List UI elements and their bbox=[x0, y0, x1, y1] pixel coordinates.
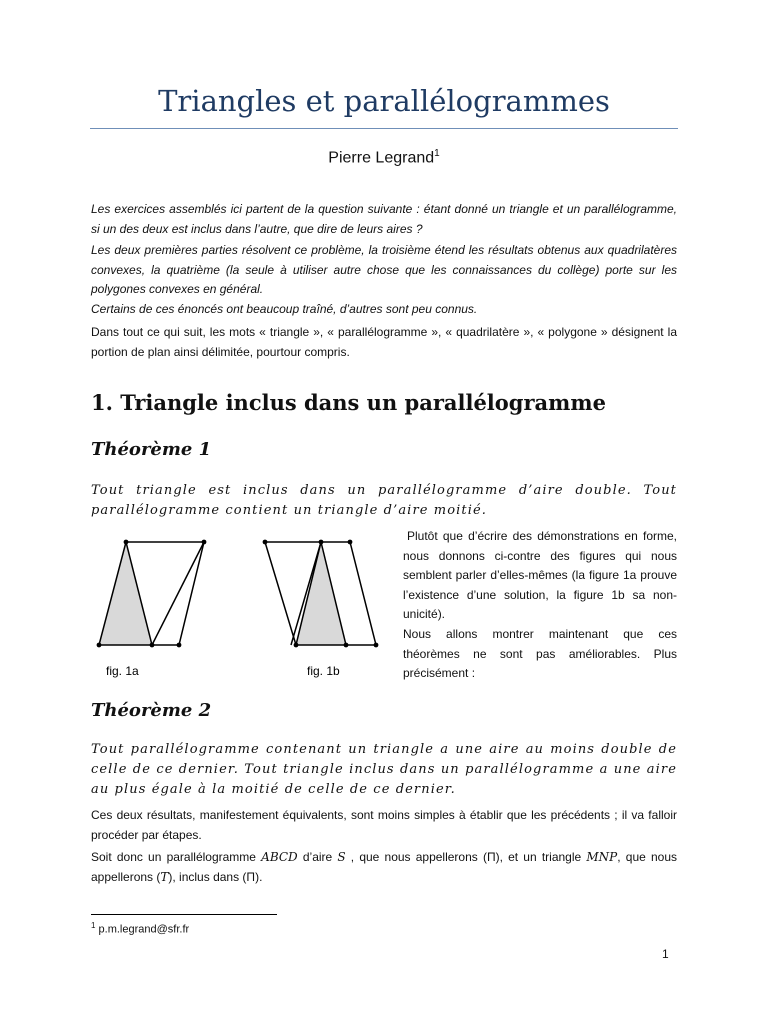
footnote-mark: 1 bbox=[91, 921, 96, 930]
side-paragraph-1: Plutôt que d’écrire des démonstrations en forme, nous donnons ci-contre des figures qui nous semblent parler d’elles-mêmes (la figure 1a prouve l’existence d’une solution, la figure 1b sa non-unicité). bbox=[403, 529, 677, 621]
intro-paragraph-2: Les deux premières parties résolvent ce problème, la troisième étend les résultats obtenus aux quadrilatères convexes, la quatrième (la seule à utiliser autre chose que les connaissances du collège) porte sur les polygones convexes en général. bbox=[91, 243, 677, 296]
theorem-2-heading: Théorème 2 bbox=[91, 700, 212, 721]
author-name: Pierre Legrand bbox=[328, 149, 435, 167]
figure-1a-label: fig. 1a bbox=[106, 664, 139, 678]
theorem-2-statement: Tout parallélogramme contenant un triangle a une aire au moins double de celle de ce dernier. Tout triangle inclus dans un parallélogramme a une aire au plus égale à la moitié de celle de ce dernier. bbox=[91, 742, 677, 797]
figure-1b bbox=[263, 540, 379, 648]
figure-1a bbox=[97, 540, 207, 648]
footnote-email[interactable]: p.m.legrand@sfr.fr bbox=[98, 923, 190, 936]
math-t: T bbox=[160, 869, 169, 884]
math-mnp: MNP bbox=[586, 850, 618, 864]
theorem-1-statement: Tout triangle est inclus dans un parallélogramme d’aire double. Tout parallélogramme contient un triangle d’aire moitié. bbox=[91, 483, 677, 518]
section-heading-1: 1. Triangle inclus dans un parallélogramme bbox=[91, 390, 606, 415]
page-title: Triangles et parallélogrammes bbox=[158, 84, 610, 118]
author bbox=[90, 148, 678, 167]
intro-paragraph-3: Certains de ces énoncés ont beaucoup traîné, d’autres sont peu connus. bbox=[91, 302, 478, 316]
theorem-1-heading: Théorème 1 bbox=[91, 439, 212, 460]
text-run: ), inclus dans (Π). bbox=[168, 869, 263, 884]
side-paragraph-2: Nous allons montrer maintenant que ces théorèmes ne sont pas améliorables. Plus précisément : bbox=[403, 627, 677, 680]
title-divider bbox=[90, 128, 678, 129]
footnote-divider bbox=[91, 914, 277, 915]
math-abcd: ABCD bbox=[261, 850, 298, 864]
figure-1a-diagonal bbox=[152, 542, 204, 645]
author-footnote-mark: 1 bbox=[434, 148, 440, 159]
figure-1b-label: fig. 1b bbox=[307, 664, 340, 678]
text-run: , que nous appellerons (Π), et un triangle bbox=[345, 850, 587, 864]
figure-1b-triangle bbox=[296, 542, 346, 645]
intro-paragraph-4: Dans tout ce qui suit, les mots « triangle », « parallélogramme », « quadrilatère », « polygone » désignent la portion de plan ainsi délimitée, pourtour compris. bbox=[91, 325, 677, 359]
page-number: 1 bbox=[662, 947, 669, 961]
body-paragraph-2 bbox=[91, 848, 677, 887]
figure-1a-triangle bbox=[99, 542, 152, 645]
math-s: S bbox=[337, 850, 346, 864]
text-run: , que nous appellerons ( bbox=[91, 850, 678, 884]
footnote bbox=[91, 921, 189, 936]
text-run: Soit donc un parallélogramme bbox=[91, 850, 262, 864]
intro-paragraph-1: Les exercices assemblés ici partent de la question suivante : étant donné un triangle et un parallélogramme, si un des deux est inclus dans l’autre, que dire de leurs aires ? bbox=[91, 202, 677, 236]
text-run: d’aire bbox=[297, 850, 338, 864]
body-paragraph-1: Ces deux résultats, manifestement équivalents, sont moins simples à établir que les précédents ; il va falloir procéder par étapes. bbox=[91, 808, 677, 842]
figure-1 bbox=[88, 533, 388, 683]
